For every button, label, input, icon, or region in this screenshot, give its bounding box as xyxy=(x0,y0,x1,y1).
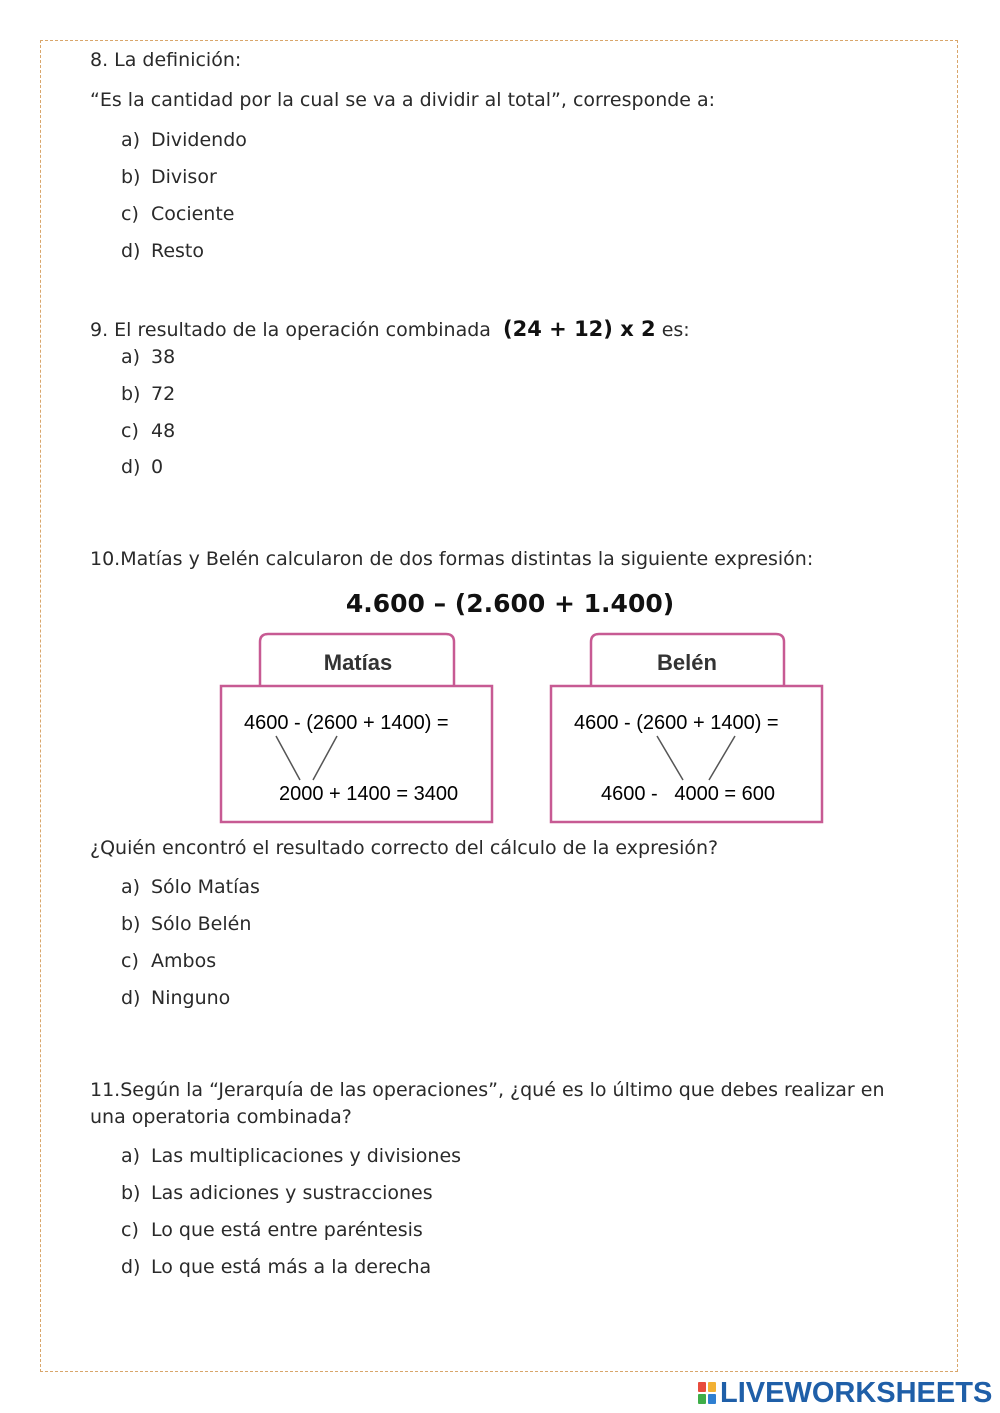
matias-name: Matías xyxy=(323,650,393,675)
option-text: Sólo Belén xyxy=(151,913,252,935)
q11-statement-line2: una operatoria combinada? xyxy=(90,1106,352,1128)
q9-prefix: 9. El resultado de la operación combinada xyxy=(90,319,491,341)
option-letter: c) xyxy=(121,203,139,225)
liveworksheets-logo[interactable] xyxy=(698,1378,992,1408)
option-letter: b) xyxy=(121,1182,141,1204)
q8-option-c[interactable] xyxy=(121,203,235,225)
option-text: Dividendo xyxy=(151,129,247,151)
option-text: Resto xyxy=(151,240,205,262)
matias-box xyxy=(221,634,492,822)
q9-suffix: es: xyxy=(661,319,690,341)
option-letter: b) xyxy=(121,166,141,188)
q10-option-a[interactable] xyxy=(121,876,260,898)
option-letter: d) xyxy=(121,240,141,262)
q11-option-d[interactable] xyxy=(121,1256,431,1278)
option-letter: b) xyxy=(121,913,141,935)
option-text: Lo que está más a la derecha xyxy=(151,1256,432,1278)
q8-option-a[interactable] xyxy=(121,129,247,151)
q10-expression: 4.600 – (2.600 + 1.400) xyxy=(345,589,675,618)
matias-line2: 2000 + 1400 = 3400 xyxy=(279,783,459,805)
option-letter: c) xyxy=(121,1219,139,1241)
option-text: Las adiciones y sustracciones xyxy=(151,1182,433,1204)
option-text: 72 xyxy=(151,383,176,405)
belen-box xyxy=(551,634,822,822)
option-letter: c) xyxy=(121,950,139,972)
option-text: Lo que está entre paréntesis xyxy=(151,1219,423,1241)
q10-option-c[interactable] xyxy=(121,950,216,972)
q9-statement xyxy=(90,317,690,341)
q8-title: 8. La definición: xyxy=(90,49,242,71)
option-text: Las multiplicaciones y divisiones xyxy=(151,1145,462,1167)
q9-option-d[interactable] xyxy=(121,456,163,478)
option-letter: a) xyxy=(121,346,141,368)
q8-option-b[interactable] xyxy=(121,166,217,188)
q10-option-b[interactable] xyxy=(121,913,251,935)
q11-option-a[interactable] xyxy=(121,1145,461,1167)
q10-question: ¿Quién encontró el resultado correcto del cálculo de la expresión? xyxy=(90,837,719,859)
liveworksheets-logo-icon xyxy=(698,1382,716,1404)
option-letter: a) xyxy=(121,129,141,151)
option-letter: a) xyxy=(121,1145,141,1167)
q11-statement-line1: 11.Según la “Jerarquía de las operaciones”, ¿qué es lo último que debes realizar en xyxy=(90,1079,885,1101)
q9-option-c[interactable] xyxy=(121,420,175,442)
option-text: Ambos xyxy=(151,950,217,972)
option-text: Divisor xyxy=(151,166,217,188)
option-text: 48 xyxy=(151,420,176,442)
q9-option-b[interactable] xyxy=(121,383,175,405)
q11-option-b[interactable] xyxy=(121,1182,433,1204)
option-text: 38 xyxy=(151,346,176,368)
option-letter: d) xyxy=(121,1256,141,1278)
belen-line2: 4600 - 4000 = 600 xyxy=(601,783,776,805)
calculation-boxes xyxy=(215,628,830,828)
option-text: Ninguno xyxy=(151,987,231,1009)
logo-text: LIVEWORKSHEETS xyxy=(720,1376,993,1409)
q10-statement: 10.Matías y Belén calcularon de dos formas distintas la siguiente expresión: xyxy=(90,548,814,570)
option-text: 0 xyxy=(151,456,164,478)
option-letter: d) xyxy=(121,987,141,1009)
matias-line1: 4600 - (2600 + 1400) = xyxy=(244,712,449,734)
option-text: Cociente xyxy=(151,203,235,225)
option-letter: a) xyxy=(121,876,141,898)
option-letter: c) xyxy=(121,420,139,442)
q11-option-c[interactable] xyxy=(121,1219,423,1241)
option-letter: b) xyxy=(121,383,141,405)
q9-expression: (24 + 12) x 2 xyxy=(503,317,656,341)
belen-line1: 4600 - (2600 + 1400) = xyxy=(574,712,779,734)
belen-name: Belén xyxy=(657,650,717,675)
option-letter: d) xyxy=(121,456,141,478)
q9-option-a[interactable] xyxy=(121,346,175,368)
option-text: Sólo Matías xyxy=(151,876,260,898)
q10-option-d[interactable] xyxy=(121,987,230,1009)
q8-option-d[interactable] xyxy=(121,240,204,262)
q8-statement: “Es la cantidad por la cual se va a dividir al total”, corresponde a: xyxy=(90,89,716,111)
